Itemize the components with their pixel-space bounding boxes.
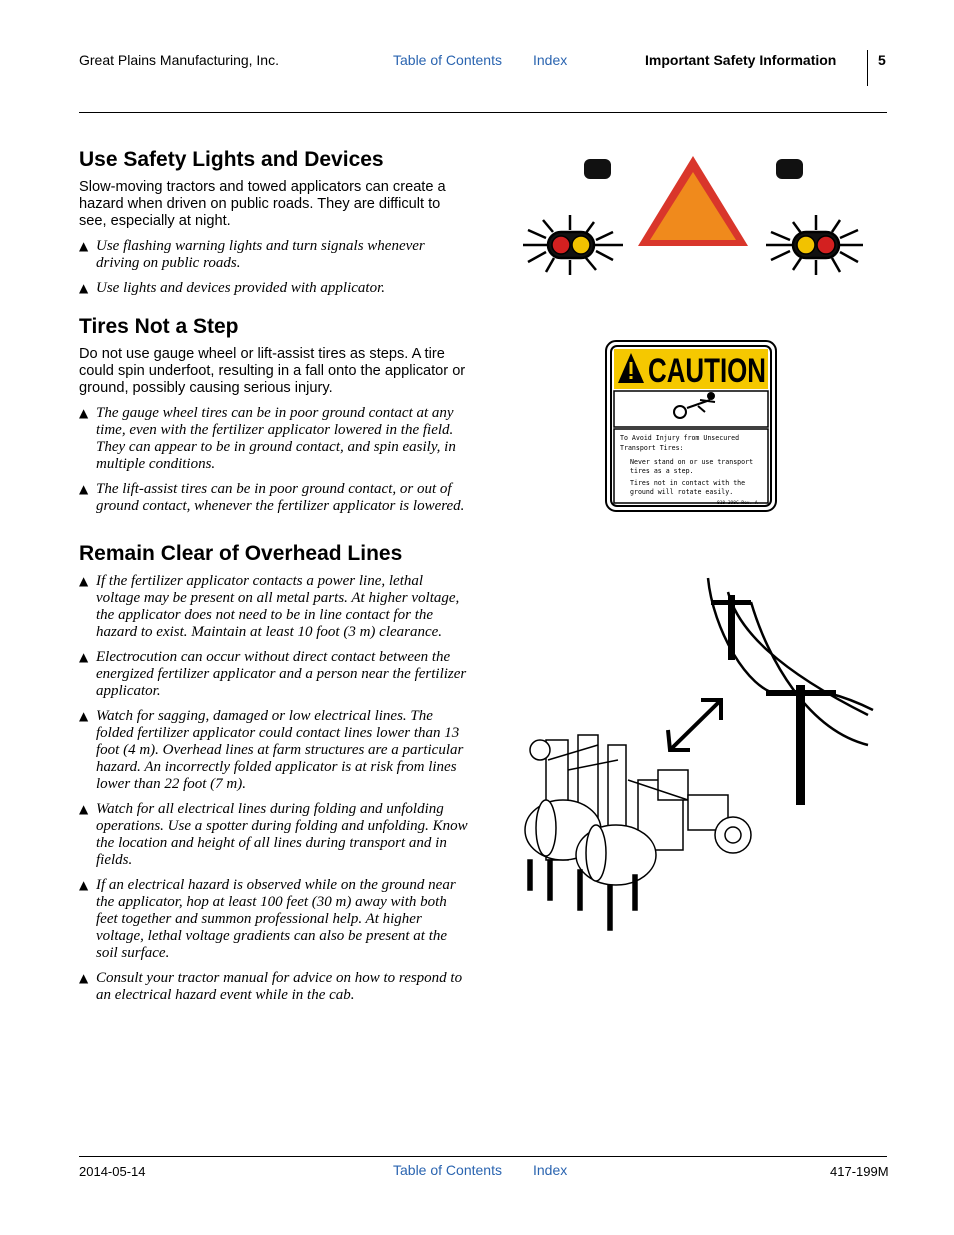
overhead-lines-illustration <box>518 570 878 940</box>
caution-line-2: Transport Tires: <box>620 444 684 452</box>
section-paragraph: Slow-moving tractors and towed applicators can create a hazard when driven on public roads. They are difficult to see, especially at night. <box>79 179 446 229</box>
list-item: ▲ If an electrical hazard is observed while on the ground near the applicator, hop at least 100 feet (30 m) away with both feet together and summon professional help. At higher voltage, lethal voltage gradients can also be present at the soil surface. <box>79 877 456 961</box>
list-item: ▲ Watch for sagging, damaged or low electrical lines. The folded fertilizer applicator could contact lines lower than 13 foot (4 m). Overhead lines at farm structures are a particular hazard. An incorrectly folded applicator is at risk from lines lower than 22 foot (7 m). <box>79 708 464 792</box>
bullet-list <box>79 238 469 297</box>
caution-line-3: Never stand on or use transport <box>630 458 754 466</box>
section-safety-lights <box>79 148 469 297</box>
bullet-triangle-icon: ▲ <box>79 650 89 664</box>
bullet-triangle-icon: ▲ <box>79 482 89 496</box>
footer-date: 2014-05-14 <box>79 1164 146 1179</box>
list-item: ▲ Consult your tractor manual for advice on how to respond to an electrical hazard event while in the cab. <box>79 970 463 1003</box>
caution-line-5: Tires not in contact with the <box>630 479 746 487</box>
section-tires-not-step <box>79 315 469 515</box>
section-title: Important Safety Information <box>645 52 837 68</box>
caution-line-6: ground will rotate easily. <box>630 488 734 496</box>
caution-part-number: 818-398C Rev. A <box>717 501 758 506</box>
list-item: ▲ Watch for all electrical lines during folding and unfolding operations. Use a spotter during folding and unfolding. Know the location and height of all lines during transport and in fields. <box>79 801 468 868</box>
caution-line-4: tires as a step. <box>630 467 694 475</box>
section-paragraph: Do not use gauge wheel or lift-assist tires as steps. A tire could spin underfoot, resulting in a fall onto the applicator or ground, possibly causing serious injury. <box>79 346 466 396</box>
header-toc-link[interactable]: Table of Contents <box>393 52 502 68</box>
list-item: ▲ If the fertilizer applicator contacts a power line, lethal voltage may be present on all metal parts. At higher voltage, the applicator does not need to be in line contact for the hazard to exist. Maintain at least 10 foot (3 m) clearance. <box>79 573 460 640</box>
bullet-triangle-icon: ▲ <box>79 406 89 420</box>
list-item: ▲ The gauge wheel tires can be in poor ground contact at any time, even with the fertilizer applicator lowered in the field. They can appear to be in ground contact, and spin easily, in multiple conditions. <box>79 405 456 472</box>
header-divider <box>867 50 868 86</box>
section-heading: Remain Clear of Overhead Lines <box>79 542 403 565</box>
warning-lamp-left-icon <box>523 215 623 275</box>
list-item: ▲ Use flashing warning lights and turn signals whenever driving on public roads. <box>79 238 425 271</box>
smv-lights-illustration <box>518 150 868 280</box>
smv-emblem-icon <box>638 156 748 246</box>
bullet-triangle-icon: ▲ <box>79 971 89 985</box>
caution-title: CAUTION <box>648 352 766 390</box>
list-item: ▲ The lift-assist tires can be in poor ground contact, or out of ground contact, whenever the fertilizer applicator is lowered. <box>79 481 465 514</box>
lamp-housing-left-icon <box>584 159 611 179</box>
footer-index-link[interactable]: Index <box>533 1162 568 1178</box>
header-rule <box>79 112 887 113</box>
caution-line-1: To Avoid Injury from Unsecured <box>620 434 740 442</box>
power-pole-near-icon <box>766 685 836 805</box>
bullet-list <box>79 405 469 515</box>
header-index-link[interactable]: Index <box>533 52 568 68</box>
section-heading: Tires Not a Step <box>79 315 239 338</box>
section-overhead-lines <box>79 542 469 1004</box>
footer-toc-link[interactable]: Table of Contents <box>393 1162 502 1178</box>
caution-decal <box>605 340 777 512</box>
bullet-triangle-icon: ▲ <box>79 574 89 588</box>
bullet-triangle-icon: ▲ <box>79 878 89 892</box>
footer-doc-number: 417-199M <box>830 1164 889 1179</box>
bullet-list <box>79 573 469 1004</box>
fertilizer-applicator-icon <box>525 735 751 930</box>
list-item: ▲ Electrocution can occur without direct contact between the energized fertilizer applicator and a person near the fertilizer applicator. <box>79 649 467 699</box>
page-number: 5 <box>878 52 886 68</box>
list-item: ▲ Use lights and devices provided with applicator. <box>79 280 385 296</box>
bullet-triangle-icon: ▲ <box>79 239 89 253</box>
clearance-arrow-icon <box>668 700 721 750</box>
lamp-housing-right-icon <box>776 159 803 179</box>
warning-lamp-right-icon <box>766 215 863 275</box>
section-heading: Use Safety Lights and Devices <box>79 148 384 171</box>
bullet-triangle-icon: ▲ <box>79 281 89 295</box>
footer-rule <box>79 1156 887 1157</box>
company-name: Great Plains Manufacturing, Inc. <box>79 52 279 68</box>
bullet-triangle-icon: ▲ <box>79 709 89 723</box>
bullet-triangle-icon: ▲ <box>79 802 89 816</box>
power-line-icon <box>708 578 873 745</box>
